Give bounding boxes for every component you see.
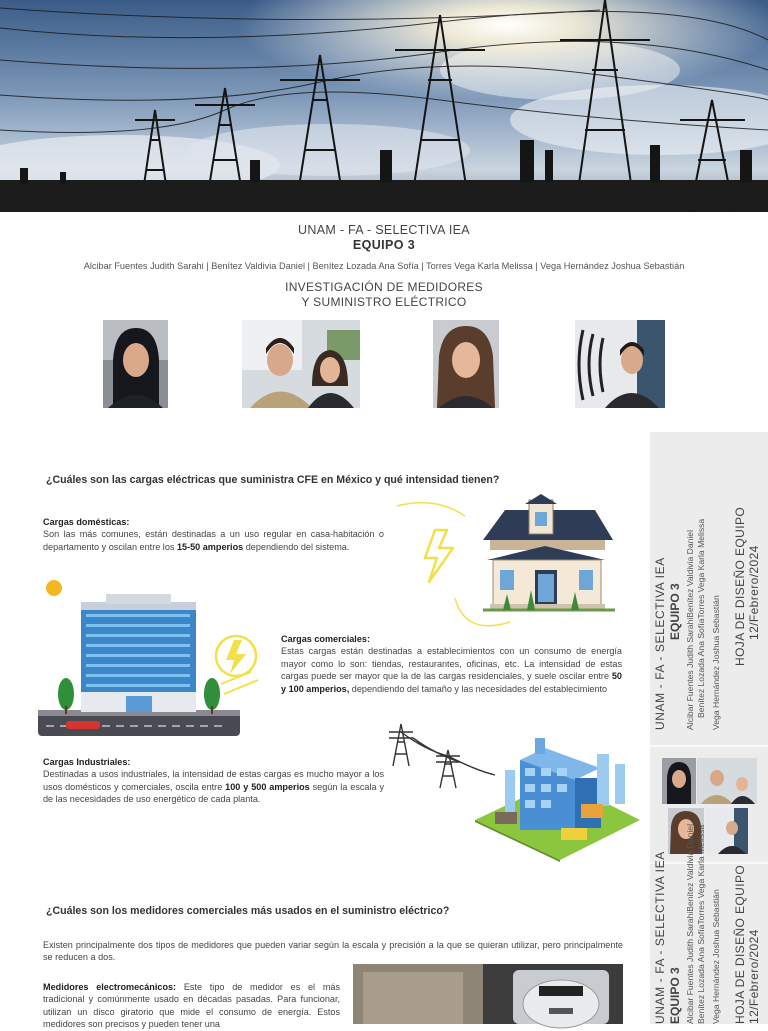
domestic-loads-title: Cargas domésticas:: [43, 517, 130, 527]
hero-photo-power-substation: [0, 0, 768, 212]
team-photo-2: [242, 320, 360, 408]
title-block: [0, 222, 768, 310]
strip-institution-title: UNAM - FA - SELECTIVA IEA: [653, 557, 667, 730]
electromechanical-title: Medidores electromecánicos:: [43, 982, 177, 992]
strip-names-3: Vega Hernández Joshua Sebastián: [711, 595, 721, 730]
topic-title-line1: INVESTIGACIÓN DE MEDIDORES: [285, 280, 483, 294]
domestic-loads-text: Cargas domésticas: Son las más comunes, están destinadas a un uso regular en casa-habitación o departamento y oscilan entre los 15-50 amperios dependiendo del sistema.: [43, 517, 384, 552]
strip-divider: [650, 745, 768, 747]
question-loads: ¿Cuáles son las cargas eléctricas que suministra CFE en México y qué intensidad tienen?: [46, 474, 500, 486]
commercial-loads-text: Cargas comerciales: Estas cargas están destinadas a establecimientos con un consumo de energía mayor como lo son: tiendas, restaurantes, oficinas, etc. La intensidad de estas cargas puede ser mayor que la de las cargas residenciales, y suele oscilar entre 50 y 100 amperios, dependiendo del tamaño y las necesidades del establecimiento: [281, 634, 622, 694]
strip2-date: 12/Febrero/2024: [747, 929, 761, 1024]
strip-team-title: EQUIPO 3: [668, 583, 682, 640]
industrial-loads-text: Cargas Industriales: Destinadas a usos industriales, la intensidad de estas cargas es mucho mayor a los usos domésticos y comerciales, oscila entre 100 y 500 amperios según la escala y de las necesidades de uso energético de cada planta.: [43, 757, 385, 805]
team-members: Alcibar Fuentes Judith Sarahi | Benítez Valdivia Daniel | Benítez Lozada Ana Sofía | Torres Vega Karla Melissa | Vega Hernández Joshua Sebastián: [83, 261, 685, 271]
team-title: EQUIPO 3: [352, 238, 416, 252]
electric-meter-photo: [353, 964, 623, 1024]
strip-thumb-4: [706, 808, 748, 854]
strip-divider-2: [650, 862, 768, 864]
strip-thumb-2: [697, 758, 757, 804]
strip2-team-title: EQUIPO 3: [668, 967, 682, 1024]
industrial-loads-title: Cargas Industriales:: [43, 757, 131, 767]
strip2-names-2: Benítez Lozada Ana SofíaTorres Vega Karla Melissa: [696, 824, 706, 1024]
strip-sheet-title: HOJA DE DISEÑO EQUIPO: [733, 506, 747, 666]
house-illustration: [395, 498, 620, 643]
team-photo-3: [433, 320, 499, 408]
strip2-sheet-title: HOJA DE DISEÑO EQUIPO: [733, 864, 747, 1024]
strip-thumb-1: [662, 758, 696, 804]
team-photo-4: [575, 320, 665, 408]
electromechanical-meters-text: Medidores electromecánicos: Este tipo de medidor es el más tradicional y comúnmente usado en décadas pasadas. Para funcionar, utilizan un disco giratorio que mide el consumo de energía. Estos medidores son precisos y pueden tener una: [43, 982, 340, 1030]
strip2-institution-title: UNAM - FA - SELECTIVA IEA: [653, 851, 667, 1024]
strip2-names-3: Vega Hernández Joshua Sebastián: [711, 889, 721, 1024]
meters-intro-text: Existen principalmente dos tipos de medidores que pueden variar según la escala y precisión a la que se quieran utilizar, pero principalmente se reducen a dos.: [43, 940, 623, 963]
team-photo-1: [103, 320, 168, 408]
topic-title-line2: Y SUMINISTRO ELÉCTRICO: [301, 295, 467, 309]
question-meters: ¿Cuáles son los medidores comerciales más usados en el suministro eléctrico?: [46, 905, 450, 917]
office-building-illustration: [36, 576, 281, 741]
factory-illustration: [385, 720, 643, 862]
strip-names-1: Alcibar Fuentes Judith SarahiBenítez Valdivia Daniel: [685, 530, 695, 730]
industrial-loads-amps: 100 y 500 amperios: [225, 781, 310, 792]
strip2-names-1: Alcibar Fuentes Judith SarahiBenítez Valdivia Daniel: [685, 824, 695, 1024]
commercial-loads-amps: 50 y 100 amperios,: [281, 671, 622, 694]
domestic-loads-amps: 15-50 amperios: [176, 541, 244, 552]
strip-date: 12/Febrero/2024: [747, 545, 761, 640]
institution-title: UNAM - FA - SELECTIVA IEA: [298, 223, 470, 237]
strip-names-2: Benítez Lozada Ana SofíaTorres Vega Karla Melissa: [696, 518, 706, 718]
commercial-loads-title: Cargas comerciales:: [281, 634, 370, 644]
